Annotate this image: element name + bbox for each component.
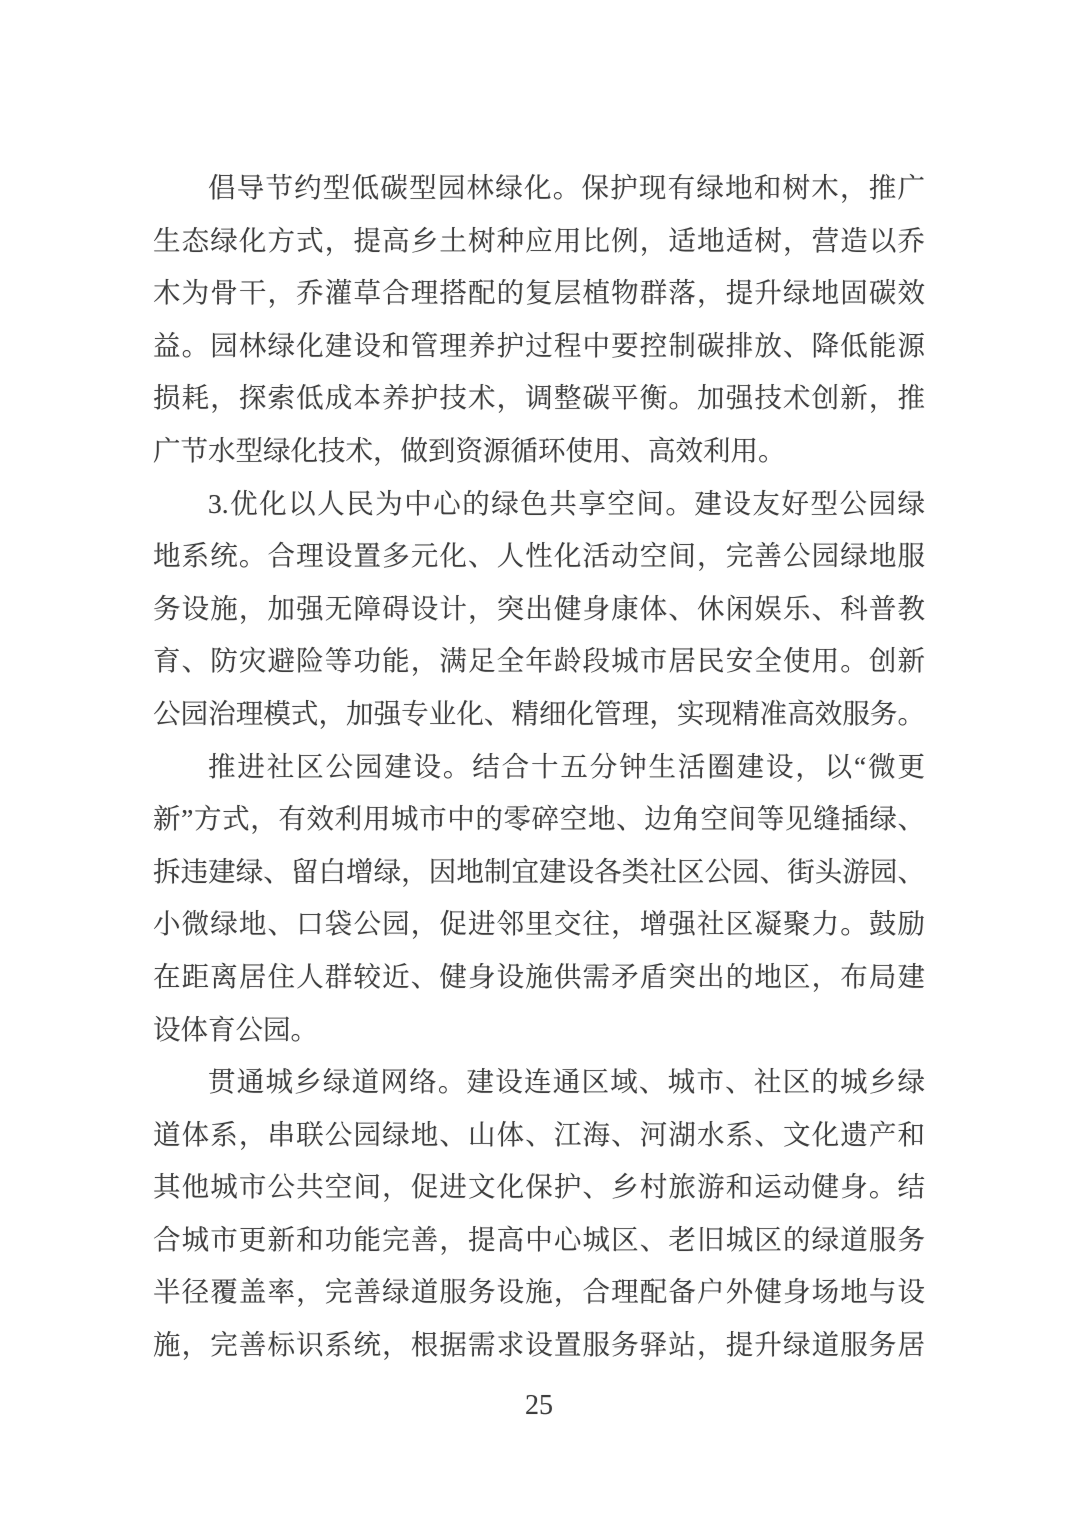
text-line: 小微绿地、口袋公园，促进邻里交往，增强社区凝聚力。鼓励: [153, 908, 925, 940]
text-line: 生态绿化方式，提高乡土树种应用比例，适地适树，营造以乔: [153, 224, 925, 256]
body-text: [153, 162, 925, 1372]
text-line: 新”方式，有效利用城市中的零碎空地、边角空间等见缝插绿、: [153, 803, 925, 835]
text-line: 3.优化以人民为中心的绿色共享空间。建设友好型公园绿: [208, 487, 925, 519]
text-line: 半径覆盖率，完善绿道服务设施，合理配备户外健身场地与设: [153, 1276, 925, 1308]
paragraph-low-carbon-greening: [153, 162, 925, 478]
text-line: 损耗，探索低成本养护技术，调整碳平衡。加强技术创新，推: [153, 382, 925, 414]
text-line: 合城市更新和功能完善，提高中心城区、老旧城区的绿道服务: [153, 1223, 925, 1255]
text-line: 益。园林绿化建设和管理养护过程中要控制碳排放、降低能源: [153, 329, 925, 361]
text-line: 广节水型绿化技术，做到资源循环使用、高效利用。: [153, 434, 786, 466]
text-line: 推进社区公园建设。结合十五分钟生活圈建设，以“微更: [208, 750, 925, 782]
text-line: 道体系，串联公园绿地、山体、江海、河湖水系、文化遗产和: [153, 1118, 925, 1150]
text-line: 务设施，加强无障碍设计，突出健身康体、休闲娱乐、科普教: [153, 592, 925, 624]
text-line: 其他城市公共空间，促进文化保护、乡村旅游和运动健身。结: [153, 1171, 925, 1203]
page-number: 25: [525, 1390, 553, 1421]
text-line: 倡导节约型低碳型园林绿化。保护现有绿地和树木，推广: [208, 172, 925, 203]
text-line: 在距离居住人群较近、健身设施供需矛盾突出的地区，布局建: [153, 960, 925, 992]
text-line: 育、防灾避险等功能，满足全年龄段城市居民安全使用。创新: [153, 645, 925, 677]
paragraph-green-shared-space: [153, 478, 925, 741]
text-line: 地系统。合理设置多元化、人性化活动空间，完善公园绿地服: [153, 540, 925, 572]
text-line: 木为骨干，乔灌草合理搭配的复层植物群落，提升绿地固碳效: [153, 277, 925, 309]
text-line: 贯通城乡绿道网络。建设连通区域、城市、社区的城乡绿: [208, 1066, 925, 1098]
text-line: 公园治理模式，加强专业化、精细化管理，实现精准高效服务。: [153, 697, 925, 729]
paragraph-greenway-network: [153, 1056, 925, 1372]
text-line: 施，完善标识系统，根据需求设置服务驿站，提升绿道服务居: [153, 1329, 925, 1361]
paragraph-community-parks: [153, 741, 925, 1057]
text-line: 设体育公园。: [153, 1013, 318, 1045]
text-line: 拆违建绿、留白增绿，因地制宜建设各类社区公园、街头游园、: [153, 855, 925, 887]
